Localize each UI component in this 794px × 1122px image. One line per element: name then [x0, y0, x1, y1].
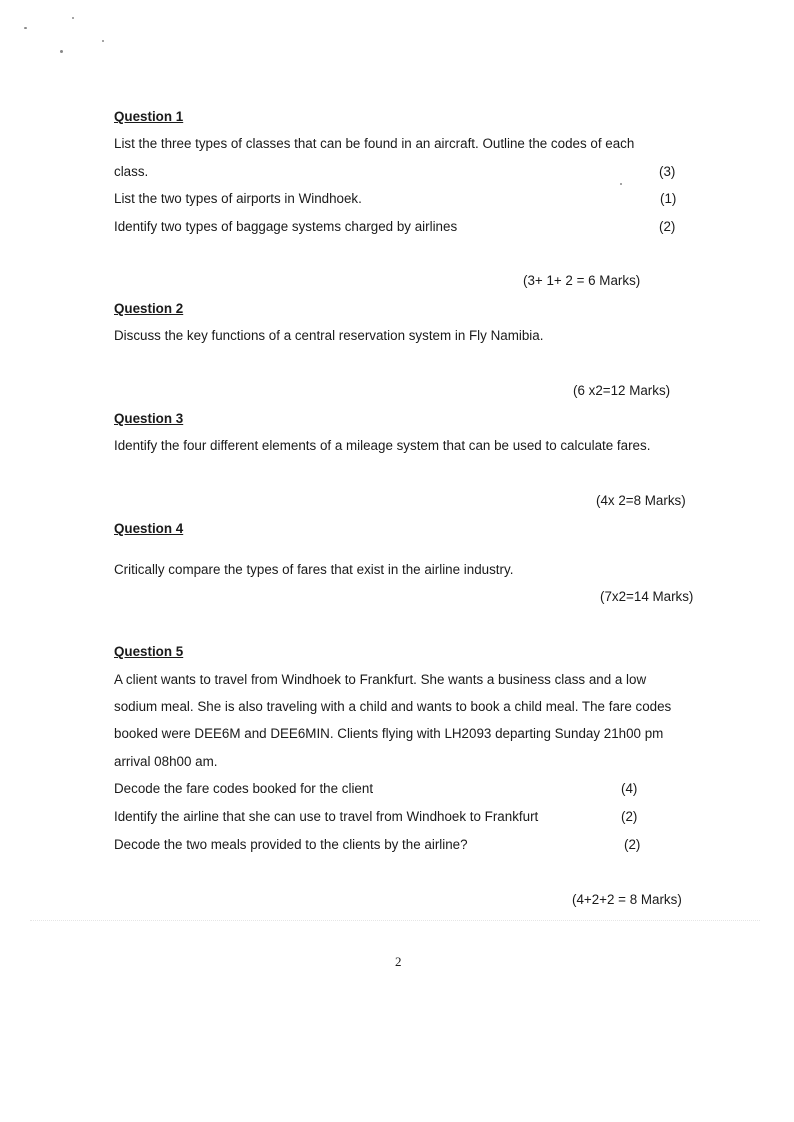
- question-5-line: Decode the fare codes booked for the client: [114, 781, 374, 796]
- question-1-mark: (3): [659, 164, 676, 179]
- question-4-heading: Question 4: [114, 521, 184, 536]
- scan-speck: [102, 40, 104, 42]
- page-number: 2: [395, 954, 402, 969]
- question-1-line: List the three types of classes that can be found in an aircraft. Outline the codes of each: [114, 136, 635, 151]
- question-5-line: sodium meal. She is also traveling with a child and wants to book a child meal. The fare codes: [114, 699, 672, 714]
- question-5-line: A client wants to travel from Windhoek to Frankfurt. She wants a business class and a low: [114, 672, 647, 687]
- question-5-heading: Question 5: [114, 644, 184, 659]
- question-3-total-marks: (4x 2=8 Marks): [596, 493, 686, 508]
- question-1-heading: Question 1: [114, 109, 184, 124]
- question-5-mark: (2): [624, 837, 641, 852]
- question-1-total-marks: (3+ 1+ 2 = 6 Marks): [523, 273, 641, 288]
- question-5-total-marks: (4+2+2 = 8 Marks): [572, 892, 682, 907]
- question-1-line: List the two types of airports in Windhoek.: [114, 191, 362, 206]
- scan-speck: [620, 183, 622, 185]
- question-4-total-marks: (7x2=14 Marks): [600, 589, 694, 604]
- question-4-line: Critically compare the types of fares that exist in the airline industry.: [114, 562, 514, 577]
- scan-speck: [72, 17, 74, 19]
- question-1-mark: (1): [660, 191, 677, 206]
- scan-speck: [60, 50, 63, 53]
- question-1-line: class.: [114, 164, 149, 179]
- question-1-line: Identify two types of baggage systems charged by airlines: [114, 219, 458, 234]
- question-2-total-marks: (6 x2=12 Marks): [573, 383, 671, 398]
- question-5-mark: (2): [621, 809, 638, 824]
- scan-speck: [24, 27, 27, 29]
- question-2-heading: Question 2: [114, 301, 184, 316]
- faint-rule: [30, 920, 760, 921]
- question-3-line: Identify the four different elements of a mileage system that can be used to calculate fares.: [114, 438, 651, 453]
- question-1-mark: (2): [659, 219, 676, 234]
- question-5-mark: (4): [621, 781, 638, 796]
- question-5-line: Identify the airline that she can use to travel from Windhoek to Frankfurt: [114, 809, 539, 824]
- question-5-line: booked were DEE6M and DEE6MIN. Clients flying with LH2093 departing Sunday 21h00 pm: [114, 726, 664, 741]
- question-5-line: Decode the two meals provided to the clients by the airline?: [114, 837, 468, 852]
- question-5-line: arrival 08h00 am.: [114, 754, 218, 769]
- question-2-line: Discuss the key functions of a central reservation system in Fly Namibia.: [114, 328, 544, 343]
- question-3-heading: Question 3: [114, 411, 184, 426]
